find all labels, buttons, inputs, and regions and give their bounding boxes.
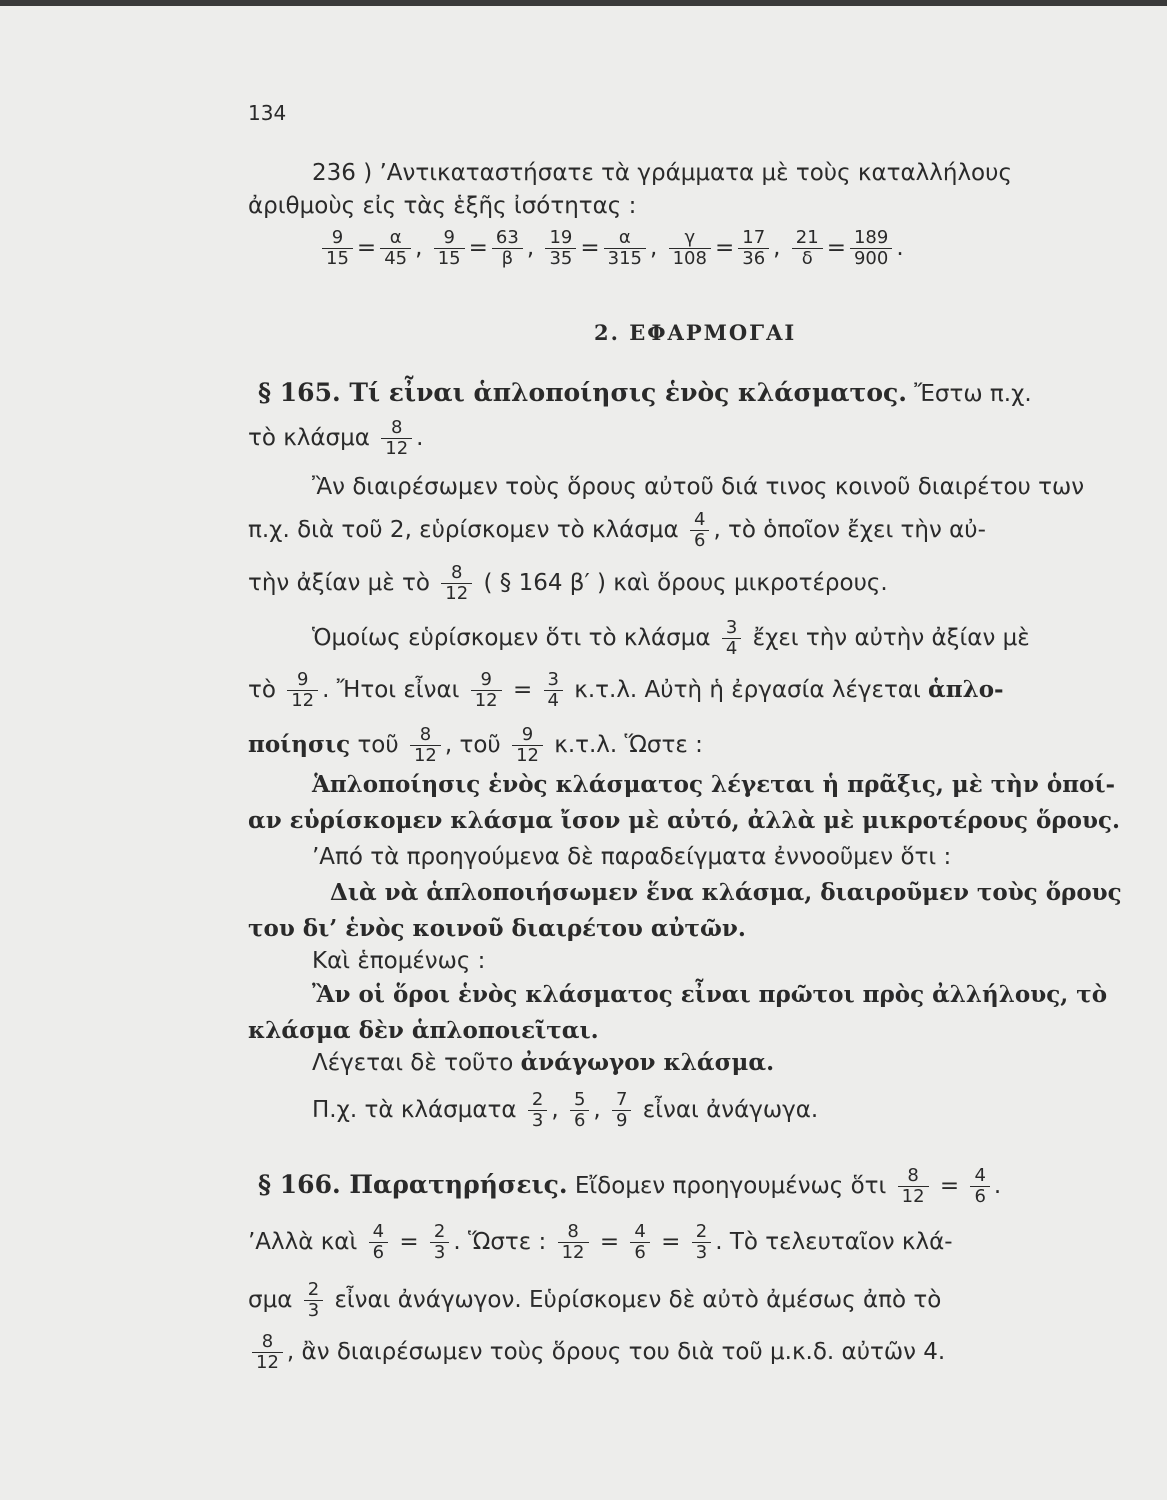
- rule-line-3: Ἂν οἱ ὅροι ἑνὸς κλάσματος εἶναι πρῶτοι πρὸς ἀλλήλους, τὸ: [312, 981, 1108, 1008]
- fraction: $\frac{8}{12}$: [381, 418, 412, 459]
- paragraph-line: τὸ $\frac{9}{12}$ . Ἤτοι εἶναι $\frac{9}{12}$ = $\frac{3}{4}$ κ.τ.λ. Αὐτὴ ἡ ἐργασία λέγεται ἁπλο-: [248, 669, 1004, 711]
- fraction: $\frac{9}{12}$: [287, 670, 318, 711]
- paragraph-line: Λέγεται δὲ τοῦτο ἀνάγωγον κλάσμα.: [312, 1049, 775, 1076]
- rule-line-2: του δι’ ἑνὸς κοινοῦ διαιρέτου αὐτῶν.: [248, 915, 746, 942]
- paragraph-line: Ἂν διαιρέσωμεν τοὺς ὅρους αὐτοῦ διά τινος κοινοῦ διαιρέτου των: [312, 474, 1085, 500]
- fraction: $\frac{9}{12}$: [512, 725, 543, 766]
- fraction: $\frac{19}{35}$: [545, 228, 576, 269]
- exercise-text-line-2: ἀριθμοὺς εἰς τὰς ἑξῆς ἰσότητας :: [248, 193, 637, 219]
- paragraph-line: ποίησις τοῦ $\frac{8}{12}$ , τοῦ $\frac{9}{12}$ κ.τ.λ. Ὥστε :: [248, 724, 703, 766]
- fraction: $\frac{\gamma}{108}$: [669, 228, 711, 269]
- paragraph-line: Ὁμοίως εὑρίσκομεν ὅτι τὸ κλάσμα $\frac{3}{4}$ ἔχει τὴν αὐτὴν ἀξίαν μὲ: [312, 617, 1030, 659]
- paragraph-line: τὴν ἀξίαν μὲ τὸ $\frac{8}{12}$ ( § 164 β′ ) καὶ ὅρους μικροτέρους.: [248, 562, 888, 604]
- section-165-title: § 165. Τί εἶναι ἁπλοποίησις ἑνὸς κλάσματος.: [258, 378, 907, 407]
- paragraph-line: ’Από τὰ προηγούμενα δὲ παραδείγματα ἐννοοῦμεν ὅτι :: [312, 844, 952, 870]
- fraction: $\frac{4}{6}$: [630, 1222, 649, 1263]
- definition-line-2: αν εὑρίσκομεν κλάσμα ἴσον μὲ αὐτό, ἀλλὰ μὲ μικροτέρους ὅρους.: [248, 807, 1120, 834]
- paragraph-line: ’Αλλὰ καὶ $\frac{4}{6}$ = $\frac{2}{3}$ . Ὥστε : $\frac{8}{12}$ = $\frac{4}{6}$ = $\frac{2}{3}$ . Τὸ τελευταῖον κλά-: [248, 1221, 953, 1263]
- section-166-title-line: § 166. Παρατηρήσεις. Εἴδομεν προηγουμένως ὅτι $\frac{8}{12}$ = $\frac{4}{6}$ .: [258, 1165, 1002, 1207]
- rule-line-1: Διὰ νὰ ἁπλοποιήσωμεν ἕνα κλάσμα, διαιροῦμεν τοὺς ὅρους: [330, 879, 1122, 906]
- fraction: $\frac{4}{6}$: [690, 510, 709, 551]
- fraction: $\frac{9}{12}$: [471, 670, 502, 711]
- exercise-text-line-1: 236 ) ’Αντικαταστήσατε τὰ γράμματα μὲ τοὺς καταλλήλους: [312, 160, 1012, 186]
- section-165-title-line: § 165. Τί εἶναι ἁπλοποίησις ἑνὸς κλάσματος. Ἔστω π.χ.: [258, 378, 1032, 407]
- fraction: $\frac{3}{4}$: [544, 670, 563, 711]
- fraction: $\frac{7}{9}$: [612, 1090, 631, 1131]
- fraction: $\frac{8}{12}$: [410, 725, 441, 766]
- fraction: $\frac{9}{15}$: [434, 228, 465, 269]
- paragraph-line: τὸ κλάσμα $\frac{8}{12}$ .: [248, 417, 424, 459]
- definition-line-1: Ἁπλοποίησις ἑνὸς κλάσματος λέγεται ἡ πρᾶξις, μὲ τὴν ὁποί-: [312, 771, 1116, 798]
- section-166-title: § 166. Παρατηρήσεις.: [258, 1170, 568, 1199]
- rule-line-4: κλάσμα δὲν ἁπλοποιεῖται.: [248, 1017, 599, 1044]
- fraction: $\frac{3}{4}$: [722, 618, 741, 659]
- fraction: $\frac{2}{3}$: [528, 1090, 547, 1131]
- fraction: $\frac{8}{12}$: [441, 563, 472, 604]
- fraction: $\frac{2}{3}$: [304, 1280, 323, 1321]
- paragraph-line: $\frac{8}{12}$ , ἂν διαιρέσωμεν τοὺς ὅρους του διὰ τοῦ μ.κ.δ. αὐτῶν 4.: [248, 1332, 945, 1373]
- fraction: $\frac{\alpha}{45}$: [380, 228, 411, 269]
- fraction: $\frac{2}{3}$: [692, 1222, 711, 1263]
- fraction: $\frac{8}{12}$: [898, 1166, 929, 1207]
- fraction: $\frac{4}{6}$: [970, 1166, 989, 1207]
- paragraph-line: Καὶ ἑπομένως :: [312, 948, 486, 974]
- exercise-equations: $\frac{9}{15}$ = $\frac{\alpha}{45}$ , $\frac{9}{15}$ = $\frac{63}{\beta}$ , $\frac{19}{35}$ = $\frac{\alpha}{315}$ , $\frac{\gamma}{108}$ = $\frac{17}{36}$ , $\frac{21}{\delta}$ = $\frac{189}{900}$ .: [318, 228, 904, 269]
- fraction: $\frac{5}{6}$: [570, 1090, 589, 1131]
- fraction: $\frac{4}{6}$: [369, 1222, 388, 1263]
- fraction: $\frac{8}{12}$: [558, 1222, 589, 1263]
- fraction: $\frac{17}{36}$: [738, 228, 769, 269]
- fraction: $\frac{\alpha}{315}$: [604, 228, 646, 269]
- fraction: $\frac{189}{900}$: [850, 228, 892, 269]
- page-number: 134: [248, 101, 287, 125]
- fraction: $\frac{8}{12}$: [252, 1332, 283, 1373]
- fraction: $\frac{2}{3}$: [430, 1222, 449, 1263]
- paragraph-line: σμα $\frac{2}{3}$ εἶναι ἀνάγωγον. Εὑρίσκομεν δὲ αὐτὸ ἀμέσως ἀπὸ τὸ: [248, 1279, 942, 1321]
- fraction: $\frac{9}{15}$: [322, 228, 353, 269]
- paragraph-line: Π.χ. τὰ κλάσματα $\frac{2}{3}$ , $\frac{5}{6}$ , $\frac{7}{9}$ εἶναι ἀνάγωγα.: [312, 1089, 819, 1131]
- paragraph-line: π.χ. διὰ τοῦ 2, εὑρίσκομεν τὸ κλάσμα $\frac{4}{6}$ , τὸ ὁποῖον ἔχει τὴν αὐ-: [248, 509, 986, 551]
- fraction: $\frac{63}{\beta}$: [492, 228, 523, 269]
- section-heading: 2. ΕΦΑΡΜΟΓΑΙ: [594, 320, 797, 345]
- fraction: $\frac{21}{\delta}$: [792, 228, 823, 269]
